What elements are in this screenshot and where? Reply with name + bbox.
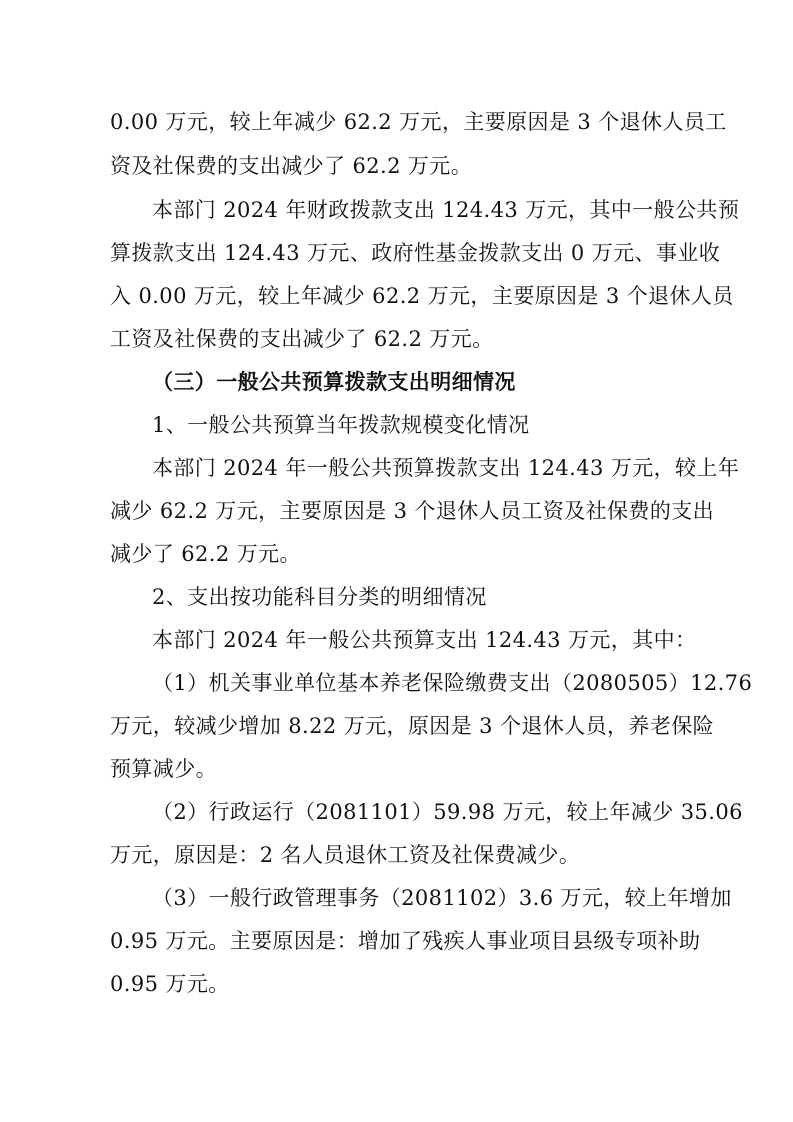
subheading: 2、支出按功能科目分类的明细情况 [152, 585, 487, 609]
body-text-line: 预算减少。 [110, 757, 217, 781]
body-text-line: 减少 62.2 万元，主要原因是 3 个退休人员工资及社保费的支出 [110, 499, 715, 523]
body-text-line: 0.95 万元。 [110, 972, 230, 996]
body-text-line: 入 0.00 万元，较上年减少 62.2 万元，主要原因是 3 个退休人员 [110, 284, 734, 308]
body-text-line: 算拨款支出 124.43 万元、政府性基金拨款支出 0 万元、事业收 [110, 241, 721, 265]
body-text-line: 0.95 万元。主要原因是：增加了残疾人事业项目县级专项补助 [110, 929, 701, 953]
body-text-line: （2）行政运行（2081101）59.98 万元，较上年减少 35.06 [152, 800, 743, 824]
subheading: 1、一般公共预算当年拨款规模变化情况 [152, 413, 530, 437]
body-text-line: 本部门 2024 年财政拨款支出 124.43 万元，其中一般公共预 [152, 198, 740, 222]
body-text-line: 减少了 62.2 万元。 [110, 542, 301, 566]
body-text-line: 万元，较减少增加 8.22 万元，原因是 3 个退休人员，养老保险 [110, 714, 715, 738]
section-heading: （三）一般公共预算拨款支出明细情况 [152, 370, 516, 394]
body-text-line: 本部门 2024 年一般公共预算支出 124.43 万元，其中： [152, 628, 697, 652]
body-text-line: 0.00 万元，较上年减少 62.2 万元，主要原因是 3 个退休人员工 [110, 110, 727, 134]
body-text-line: 万元，原因是：2 名人员退休工资及社保费减少。 [110, 843, 581, 867]
body-text-line: 工资及社保费的支出减少了 62.2 万元。 [110, 327, 494, 351]
body-text-line: （1）机关事业单位基本养老保险缴费支出（2080505）12.76 [152, 671, 753, 695]
body-text-line: （3）一般行政管理事务（2081102）3.6 万元，较上年增加 [152, 886, 732, 910]
body-text-line: 资及社保费的支出减少了 62.2 万元。 [110, 154, 473, 178]
body-text-line: 本部门 2024 年一般公共预算拨款支出 124.43 万元，较上年 [152, 456, 740, 480]
